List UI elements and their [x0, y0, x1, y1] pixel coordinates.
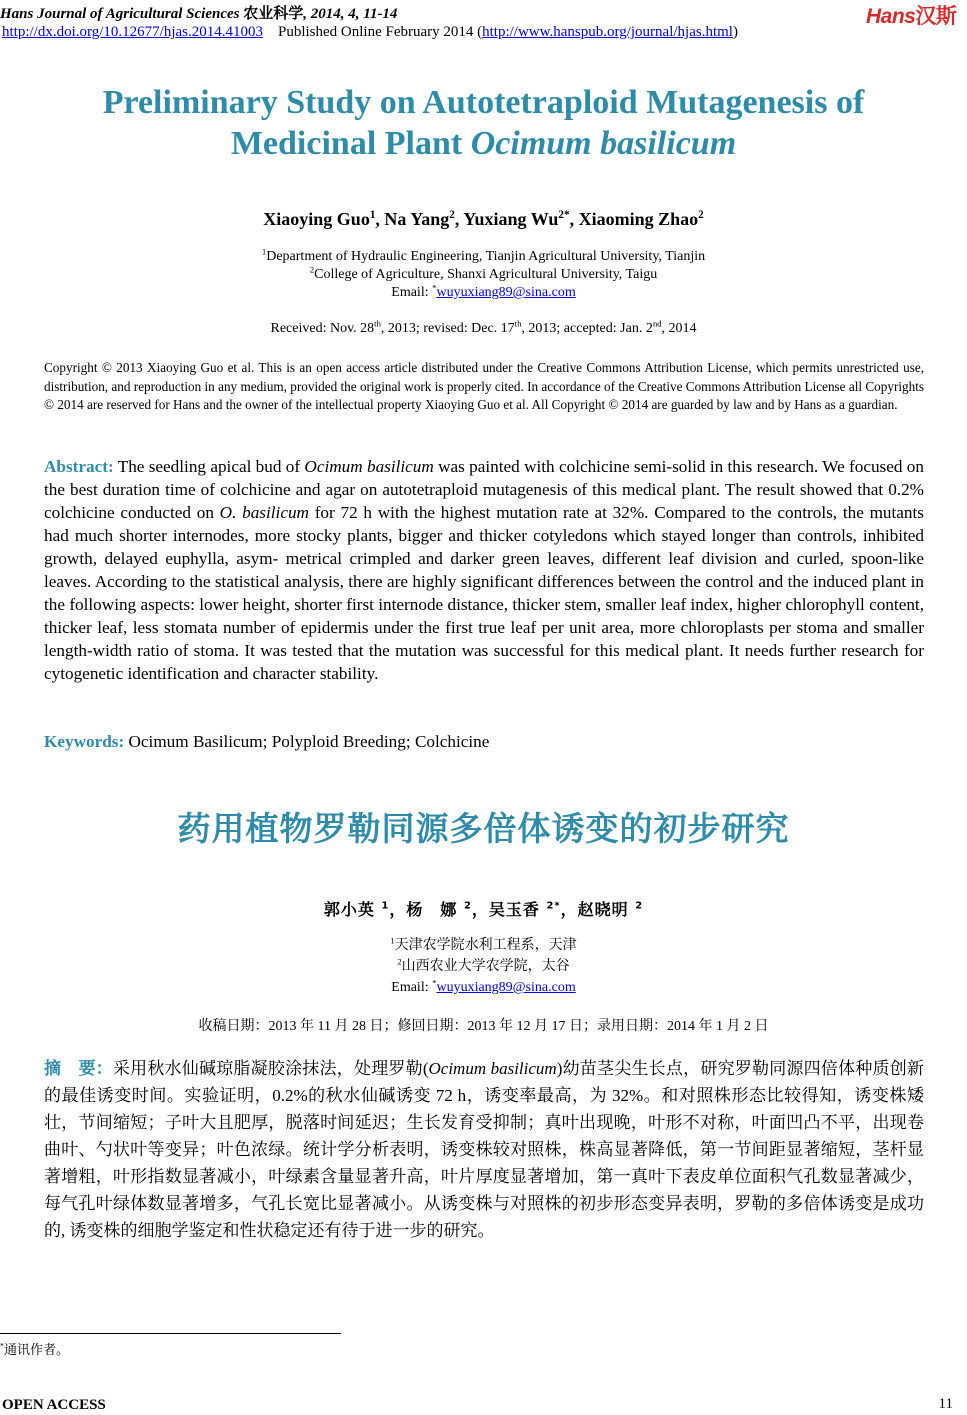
email-label: Email:: [391, 285, 433, 300]
abstract-cn: [44, 1055, 924, 1244]
ordinal-suffix: th: [514, 318, 522, 329]
email-line-cn: [0, 977, 967, 998]
accepted-part: , 2013; accepted: Jan. 2: [521, 321, 653, 336]
affiliation-mark: 1: [390, 935, 395, 946]
abstract-label: Abstract:: [44, 457, 114, 476]
page-number: 11: [938, 1396, 953, 1412]
publication-line: [2, 24, 738, 41]
footnote-divider: [0, 1333, 341, 1334]
email-link[interactable]: wuyuxiang89@sina.com: [436, 980, 576, 995]
copyright-notice: Copyright © 2013 Xiaoying Guo et al. This is an open access article distributed under the Creative Commons Attribution License, which permits unrestricted use, distribution, and reproduction in any medium, provided the original work is properly cited. In accordance of the Creative Commons Attribution License all Copyrights © 2014 are reserved for Hans and the owner of the intellectual property Xiaoying Guo et al. All Copyright © 2014 are guarded by law and by Hans as a guardian.: [44, 360, 924, 413]
affiliations-cn: [0, 935, 967, 998]
author-name-cn: 郭小英: [323, 900, 375, 919]
author-name: Xiaoming Zhao: [578, 209, 699, 229]
author-list-en: Xiaoying Guo$^1$, Na Yang$^2$, Yuxiang $Wu^{2*}$, Xiaoming Zhao$^2$: [263, 209, 704, 229]
published-close: ): [732, 24, 738, 40]
author-mark: 1: [381, 900, 390, 912]
keywords-text: Ocimum Basilicum; Polyploid Breeding; Colchicine: [124, 732, 490, 751]
affiliations-en: [0, 248, 967, 302]
species-abbrev: O. basilicum: [219, 503, 309, 522]
affiliation-text: 山西农业大学农学院，太谷: [401, 959, 570, 974]
revised-part: , 2013; revised: Dec. 17: [380, 321, 515, 336]
doi-link[interactable]: http://dx.doi.org/10.12677/hjas.2014.41003: [2, 24, 263, 40]
author-mark: 2*: [558, 209, 570, 221]
email-link[interactable]: wuyuxiang89@sina.com: [436, 285, 576, 300]
journal-issue: , 2014, 4, 11-14: [303, 6, 398, 22]
received-part: Received: Nov. 28: [270, 321, 375, 336]
abstract-text: was painted with colchicine semi-solid in this research. We focused on the best duration time of colchicine and agar on autotetraploid mutagenesis of this medical plant. The result showed that 0.2% colchicine conducted on: [44, 457, 924, 522]
author-mark: 2: [449, 209, 455, 221]
author-name-cn: 杨 娜: [406, 900, 458, 919]
affiliation-cn-1: [0, 935, 967, 956]
journal-name: Hans Journal of Agricultural Sciences: [0, 6, 240, 22]
received-dates-cn: 收稿日期：2013 年 11 月 28 日；修回日期：2013 年 12 月 17 日；录用日期：2014 年 1 月 2 日: [198, 1019, 769, 1034]
affiliation-text: College of Agriculture, Shanxi Agricultural University, Taigu: [314, 267, 658, 282]
email-mark: *: [432, 282, 437, 293]
author-mark: 2: [698, 209, 704, 221]
affiliation-mark: 1: [261, 246, 267, 257]
title-en-species: Ocimum basilicum: [470, 125, 737, 162]
abstract-text-cn: 采用秋水仙碱琼脂凝胶涂抹法，处理罗勒(: [112, 1059, 429, 1078]
author-name-cn: 吴玉香: [488, 900, 540, 919]
paper-title-cn: 药用植物罗勒同源多倍体诱变的初步研究: [177, 809, 790, 848]
abstract-en: [44, 455, 924, 685]
abstract-text: for 72 h with the highest mutation rate at 32%. Compared to the controls, the mutants had much shorter internodes, more stocky plants, bigger and thicker cotyledons which stayed longer than controls, inhibited growth, delayed euphylla, asym- metrical crimpled and darker green leaves, different leaf division and curled, spoon-like leaves. According to the statistical analysis, there are highly significant differences between the control and the induced plant in the following aspects: lower height, shorter first internode distance, thicker stem, smaller leaf index, higher chlorophyll content, thicker leaf, less stomata number of epidermis under the first true leaf per unit area, more chloroplasts per stoma and smaller length-width ratio of stoma. It was tested that the mutation was successful for this medical plant. It needs further research for cytogenetic identification and character stability.: [44, 503, 924, 683]
email-line: [0, 284, 967, 302]
published-text: Published Online February 2014 (: [277, 24, 483, 40]
species-name: Ocimum basilicum: [304, 457, 434, 476]
affiliation-2: [0, 266, 967, 284]
abstract-text: The seedling apical bud of: [113, 457, 305, 476]
journal-name-cn: 农业科学: [243, 6, 304, 22]
logo-latin: Hans: [866, 5, 916, 28]
received-dates-en: [0, 318, 967, 337]
author-mark: 2: [464, 900, 472, 912]
paper-title-en: [40, 82, 927, 164]
keywords-label: Keywords:: [44, 732, 125, 751]
author-name: Na Yang: [384, 209, 450, 229]
author-mark: 2*: [546, 900, 561, 912]
affiliation-mark: 2: [397, 956, 402, 967]
title-en-line1: Preliminary Study on Autotetraploid Mutagenesis of: [102, 84, 865, 121]
title-en-line2-plain: Medicinal Plant: [230, 125, 471, 162]
journal-url-link[interactable]: http://www.hanspub.org/journal/hjas.html: [482, 24, 733, 40]
author-list-cn: 郭小英 $^1$，杨 娜 $^2$，吴玉香 $^{2*}$，赵晓明 $^2$: [323, 900, 644, 919]
author-mark: 1: [369, 209, 376, 221]
author-mark: 2: [635, 900, 644, 912]
open-access-label: OPEN ACCESS: [2, 1397, 106, 1413]
author-name: Yuxiang Wu: [463, 209, 559, 229]
footnote: [0, 1339, 69, 1358]
affiliation-1: [0, 248, 967, 266]
ordinal-suffix: th: [374, 318, 381, 329]
species-name: Ocimum basilicum: [428, 1059, 557, 1078]
abstract-text-cn: )幼苗茎尖生长点，研究罗勒同源四倍体种质创新的最佳诱变时间。实验证明，0.2%的秋水仙碱诱变 72 h，诱变率最高，为 32%。和对照株形态比较得知，诱变株矮壮，节间缩短；子叶大且肥厚，脱落时间延迟；生长发育受抑制；真叶出现晚，叶形不对称，叶面凹凸不平，出现卷曲叶、勺状叶等变异；叶色浓绿。统计学分析表明，诱变株较对照株，株高显著降低，第一节间距显著缩短，茎杆显著增粗，叶形指数显著减小，叶绿素含量显著升高，叶片厚度显著增加，第一真叶下表皮单位面积气孔数显著减少，每气孔叶绿体数显著增多，气孔长宽比显著减小。从诱变株与对照株的初步形态变异表明，罗勒的多倍体诱变是成功的, 诱变株的细胞学鉴定和性状稳定还有待于进一步的研究。: [44, 1059, 924, 1240]
affiliation-cn-2: [0, 956, 967, 977]
affiliation-text: 天津农学院水利工程系，天津: [394, 938, 577, 953]
footnote-mark: *: [0, 1341, 5, 1351]
email-mark: *: [432, 977, 437, 988]
logo-cn: 汉斯: [915, 5, 957, 28]
title-en-line2: [40, 123, 927, 164]
affiliation-text: Department of Hydraulic Engineering, Tianjin Agricultural University, Tianjin: [266, 249, 706, 264]
author-name: Xiaoying Guo: [263, 209, 370, 229]
affiliation-mark: 2: [309, 264, 315, 275]
keywords-en: [44, 732, 489, 752]
abstract-label-cn: 摘 要：: [44, 1059, 113, 1078]
year-part: , 2014: [661, 321, 697, 336]
hans-logo: [866, 0, 956, 30]
ordinal-suffix: nd: [652, 318, 662, 329]
footnote-text: 通讯作者。: [4, 1342, 70, 1357]
journal-header: [0, 2, 397, 23]
email-label: Email:: [391, 980, 433, 995]
author-name-cn: 赵晓明: [577, 900, 629, 919]
